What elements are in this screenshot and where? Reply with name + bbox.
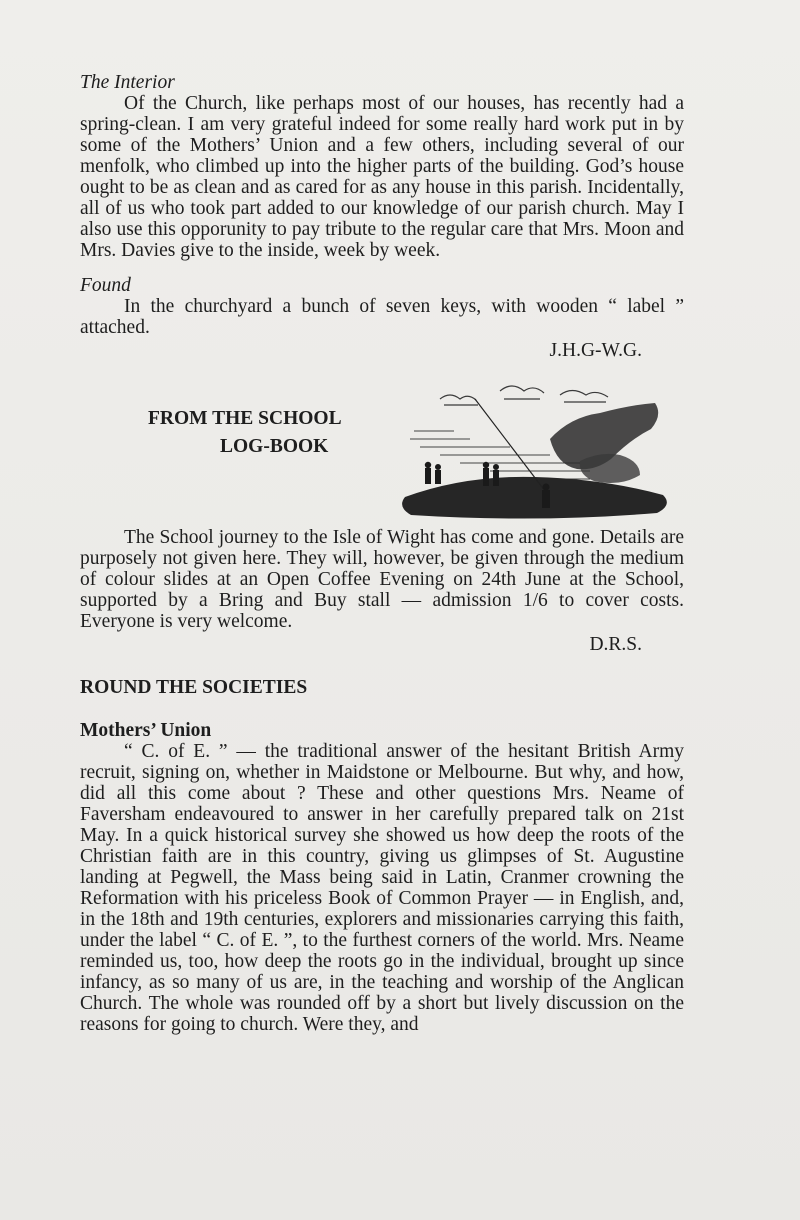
school-logbook-banner <box>80 369 684 521</box>
school-paragraph: The School journey to the Isle of Wight has come and gone. Details are purposely not given here. They will, however, be given through the medium of colour slides at an Open Coffee Evening on 24th June at the School, supported by a Bring and Buy stall — admission 1/6 to cover costs. Everyone is very welcome. <box>80 527 684 632</box>
found-heading: Found <box>80 275 131 296</box>
school-logbook-title <box>148 405 342 461</box>
seaside-fishing-illustration <box>400 369 675 519</box>
mothers-union-paragraph: “ C. of E. ” — the traditional answer of the hesitant British Army recruit, signing on, whether in Maidstone or Melbourne. But why, and how, did all this come about ? These and other questions Mrs. Neame of Faversham endeavoured to answer in her carefully prepared talk on 21st May. In a quick historical survey she showed us how deep the roots of the Christian faith are in this country, giving us glimpses of St. Augustine landing at Pegwell, the Mass being said in Latin, Cranmer crowning the Reformation with his priceless Book of Common Prayer — in English, and, in the 18th and 19th centuries, explorers and missionaries carrying this faith, under the label “ C. of E. ”, to the furthest corners of the world. Mrs. Neame reminded us, too, how deep the roots go in the individual, brought up since infancy, as so many of us are, in the teaching and worship of the Anglican Church. The whole was rounded off by a short but lively discussion on the reasons for going to church. Were they, and <box>80 741 684 1035</box>
school-title-line1: FROM THE SCHOOL <box>148 408 342 429</box>
text-column <box>80 72 684 1035</box>
school-signature: D.R.S. <box>589 634 642 655</box>
interior-heading: The Interior <box>80 72 175 93</box>
interior-paragraph: Of the Church, like perhaps most of our houses, has recently had a spring-clean. I am very grateful indeed for some really hard work put in by some of the Mothers’ Union and a few others, including several of our menfolk, who climbed up into the higher parts of the building. God’s house ought to be as clean and as cared for as any house in this parish. Incidentally, all of us who took part added to our knowledge of our parish church. May I also use this opporunity to pay tribute to the regular care that Mrs. Moon and Mrs. Davies give to the inside, week by week. <box>80 93 684 261</box>
found-signature: J.H.G-W.G. <box>549 340 642 361</box>
found-paragraph: In the churchyard a bunch of seven keys, with wooden “ label ” attached. <box>80 296 684 338</box>
societies-heading: ROUND THE SOCIETIES <box>80 677 308 698</box>
mothers-union-heading: Mothers’ Union <box>80 720 212 741</box>
school-title-line2: LOG-BOOK <box>220 436 329 457</box>
